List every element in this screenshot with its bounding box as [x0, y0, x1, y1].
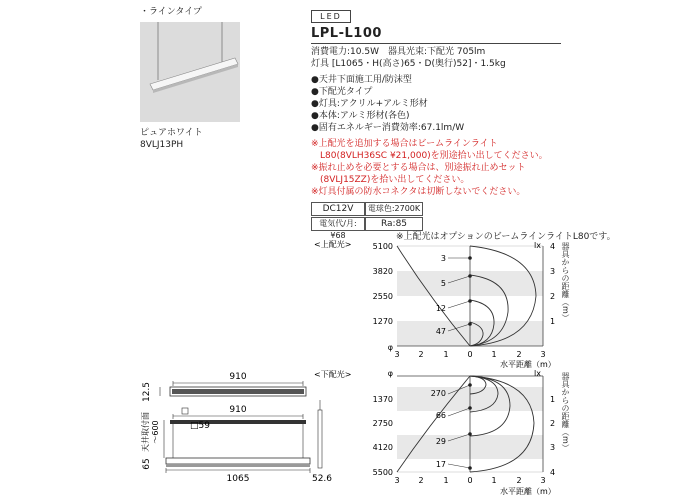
- feature-5: ●固有エネルギー消費効率:67.1lm/W: [311, 123, 465, 133]
- upper-x-tick-3: 1: [443, 350, 449, 359]
- upper-xlabel: 水平距離（m）: [500, 360, 556, 368]
- color-temp-cell: 電球色:2700K: [365, 202, 423, 216]
- spec-line-1: 消費電力:10.5W 器具光束:下配光 705lm: [311, 47, 486, 57]
- dim-height-top: 12.5: [142, 381, 152, 403]
- color-name: ピュアホワイト: [140, 128, 203, 138]
- feature-1: ●天井下面施工用/防沫型: [311, 75, 412, 85]
- upper-left-tick-2: 3820: [372, 267, 393, 276]
- dim-top-width: 910: [229, 372, 247, 382]
- upper-lux-1: 3: [440, 254, 446, 263]
- lower-distribution-chart: [310, 368, 580, 498]
- note-1: ※上配光を追加する場合はビームラインライト: [311, 139, 498, 149]
- dim-second-width: 910: [229, 405, 247, 415]
- led-badge: LED: [311, 10, 351, 23]
- lower-left-tick-2: 2750: [372, 419, 393, 428]
- lower-ylabel: 器具からの距離（m）: [561, 372, 570, 452]
- upper-right-tick-3: 2: [550, 292, 556, 301]
- feature-3: ●灯具:アクリル+アルミ形材: [311, 99, 428, 109]
- lower-left-tick-3: 4120: [372, 443, 393, 452]
- upper-ylabel: 器具からの距離（m）: [561, 242, 570, 322]
- upper-lux-3: 12: [435, 304, 446, 313]
- dim-body-height: 65: [142, 458, 152, 470]
- upper-lx: lx: [534, 241, 541, 250]
- upper-left-tick-3: 2550: [372, 292, 393, 301]
- lower-right-tick-3: 3: [550, 443, 556, 452]
- lower-right-tick-2: 2: [550, 419, 556, 428]
- model-name: LPL-L100: [311, 26, 382, 41]
- lower-lx: lx: [534, 369, 541, 378]
- lower-phi: φ: [387, 369, 393, 378]
- product-photo: [140, 22, 240, 122]
- upper-left-tick-1: 5100: [372, 242, 393, 251]
- lower-section-label: <下配光>: [314, 370, 352, 379]
- lower-x-tick-7: 3: [540, 476, 546, 485]
- spec-line-2: 灯具 [L1065・H(高さ)65・D(奥行)52]・1.5kg: [311, 59, 506, 69]
- upper-x-tick-7: 3: [540, 350, 546, 359]
- upper-right-tick-1: 4: [550, 242, 556, 251]
- product-code: 8VLJ13PH: [140, 140, 184, 150]
- upper-note: ※上配光はオプションのビームラインライトL80です。: [396, 232, 616, 242]
- dim-square: □59: [190, 421, 210, 431]
- dim-hang-range: 〜600: [151, 420, 160, 444]
- lower-left-tick-1: 1370: [372, 395, 393, 404]
- note-2: L80(8VLH36SC ¥21,000)を別途拾い出してください。: [311, 151, 548, 161]
- lower-right-tick-4: 4: [550, 468, 556, 477]
- upper-right-tick-2: 3: [550, 267, 556, 276]
- upper-distribution-chart: [310, 238, 580, 368]
- lower-lux-3: 29: [435, 437, 446, 446]
- note-3: ※振れ止めを必要とする場合は、別途振れ止めセット: [311, 163, 526, 173]
- upper-x-tick-4: 0: [467, 350, 473, 359]
- lower-lux-1: 270: [430, 389, 446, 398]
- note-5: ※灯具付属の防水コネクタは切断しないでください。: [311, 187, 526, 197]
- feature-2: ●下配光タイプ: [311, 87, 373, 97]
- lower-xlabel: 水平距離（m）: [500, 487, 556, 496]
- lower-lux-4: 17: [435, 460, 446, 469]
- upper-phi: φ: [387, 343, 393, 352]
- lower-x-tick-5: 1: [491, 476, 497, 485]
- lower-lux-2: 66: [435, 411, 446, 420]
- upper-lux-4: 47: [435, 327, 446, 336]
- lower-x-tick-2: 2: [418, 476, 424, 485]
- upper-x-tick-5: 1: [491, 350, 497, 359]
- lower-x-tick-4: 0: [467, 476, 473, 485]
- upper-x-tick-2: 2: [418, 350, 424, 359]
- upper-section-label: <上配光>: [314, 240, 352, 249]
- voltage-cell: DC12V: [311, 202, 365, 216]
- header-divider: [311, 43, 561, 44]
- upper-x-tick-6: 2: [516, 350, 522, 359]
- electricity-cell: 電気代/月:¥68: [311, 217, 365, 231]
- dimension-drawing: [138, 370, 338, 498]
- dim-ceiling-label: 天井取付面: [141, 412, 150, 452]
- lower-x-tick-1: 3: [394, 476, 400, 485]
- lower-x-tick-3: 1: [443, 476, 449, 485]
- note-4: (8VLJ15ZZ)を拾い出してください。: [311, 175, 470, 185]
- lower-right-tick-1: 1: [550, 395, 556, 404]
- feature-4: ●本体:アルミ形材(各色): [311, 111, 410, 121]
- type-label: ・ラインタイプ: [140, 7, 202, 17]
- upper-left-tick-4: 1270: [372, 317, 393, 326]
- ra-cell: Ra:85: [365, 217, 423, 231]
- upper-x-tick-1: 3: [394, 350, 400, 359]
- lower-left-tick-4: 5500: [372, 468, 393, 477]
- dim-length: 1065: [226, 474, 250, 484]
- lower-x-tick-6: 2: [516, 476, 522, 485]
- upper-lux-2: 5: [440, 279, 446, 288]
- upper-right-tick-4: 1: [550, 317, 556, 326]
- dim-depth: 52.6: [311, 474, 333, 484]
